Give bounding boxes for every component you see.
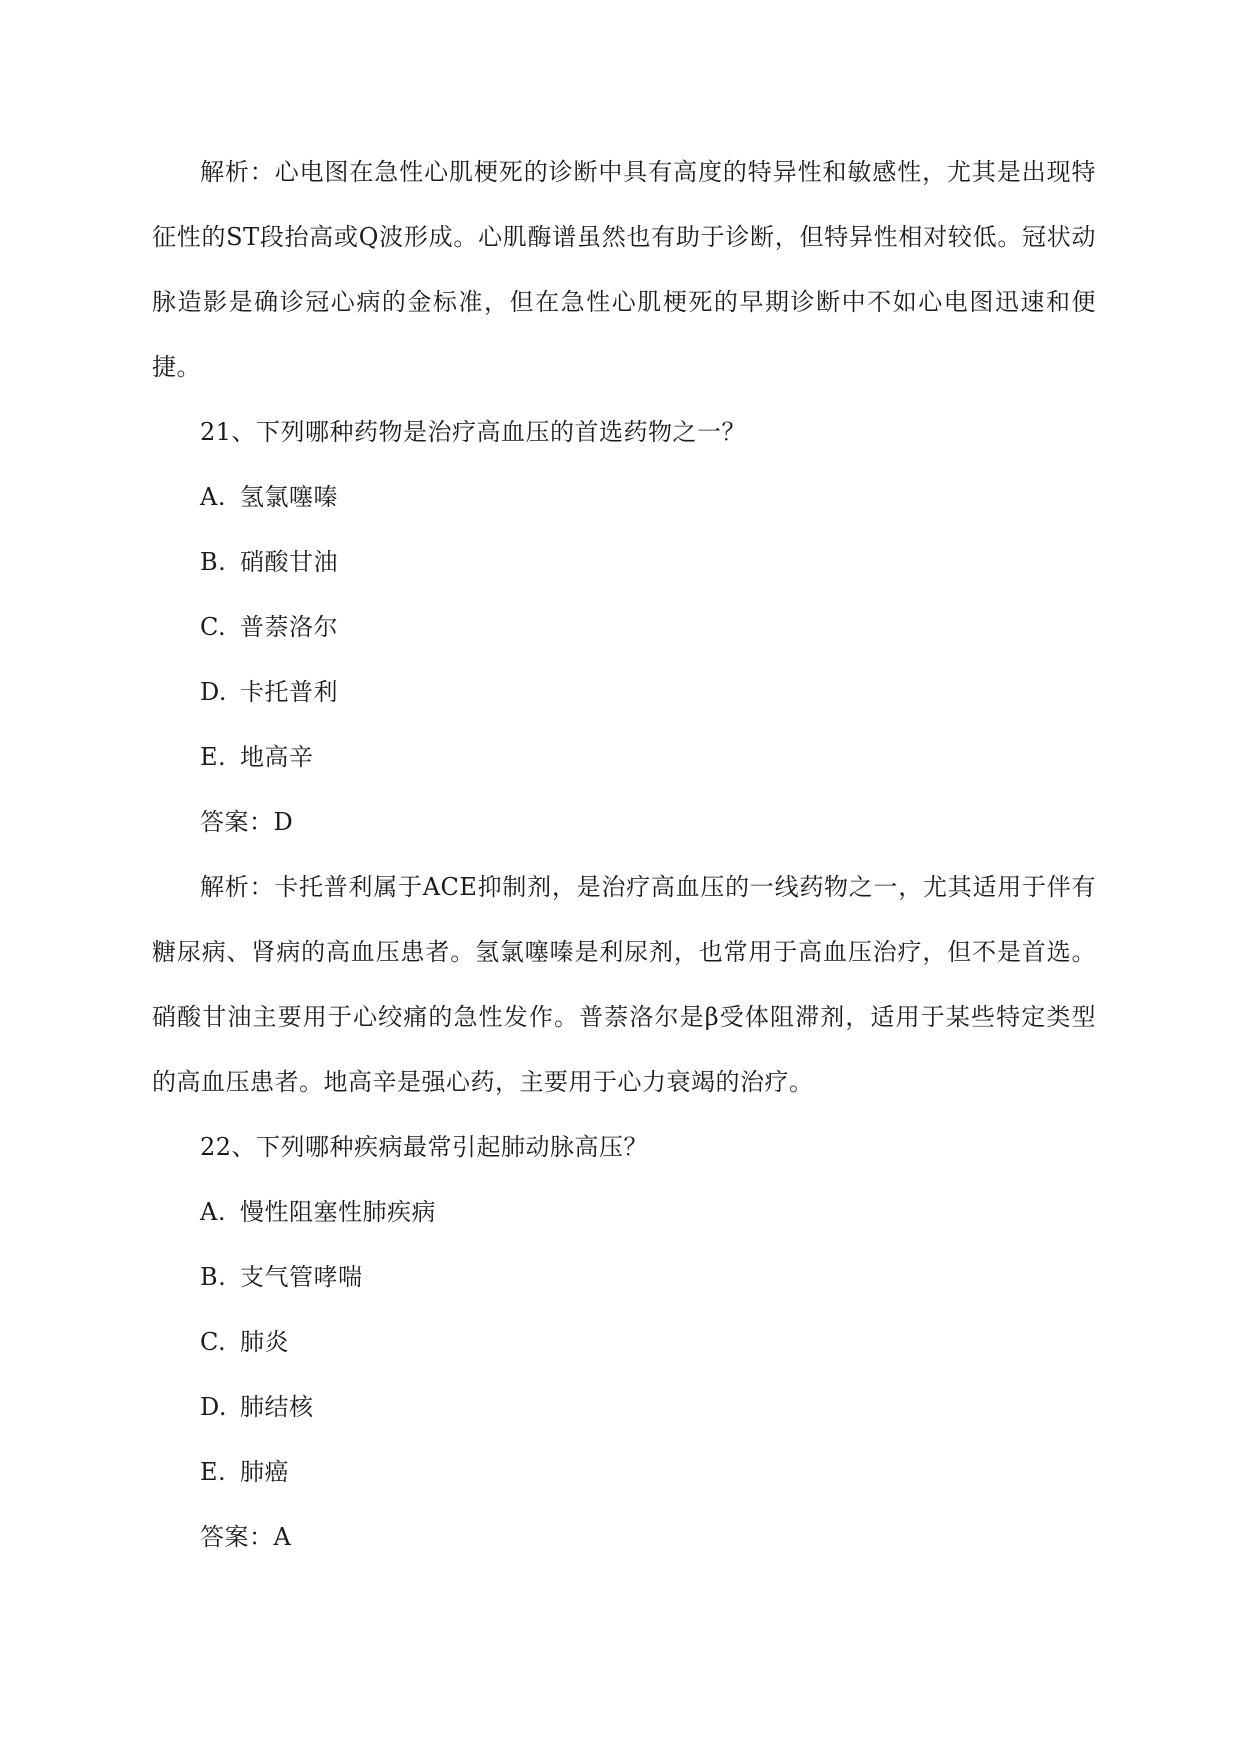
q22-option-e xyxy=(152,1440,1096,1505)
option-text: 硝酸甘油 xyxy=(240,548,338,576)
q22-question: 22、下列哪种疾病最常引起肺动脉高压？ xyxy=(200,1133,649,1161)
option-letter: C. xyxy=(200,1328,227,1356)
q21-option-e xyxy=(152,725,1096,790)
option-text: 慢性阻塞性肺疾病 xyxy=(240,1198,436,1226)
q21-option-d xyxy=(152,660,1096,725)
q21-answer: 答案：D xyxy=(200,808,294,836)
q21-question: 21、下列哪种药物是治疗高血压的首选药物之一？ xyxy=(200,418,747,446)
q22-option-b xyxy=(152,1245,1096,1310)
option-letter: B. xyxy=(200,1263,227,1291)
option-text: 支气管哮喘 xyxy=(240,1263,363,1291)
q21-option-c xyxy=(152,595,1096,660)
option-letter: C. xyxy=(200,613,227,641)
option-letter: D. xyxy=(200,678,228,706)
q21-option-b xyxy=(152,530,1096,595)
document-content xyxy=(152,140,1096,1570)
option-text: 肺癌 xyxy=(240,1458,289,1486)
option-text: 肺炎 xyxy=(240,1328,289,1356)
option-text: 地高辛 xyxy=(240,743,314,771)
option-letter: B. xyxy=(200,548,227,576)
option-letter: D. xyxy=(200,1393,228,1421)
q21-option-a xyxy=(152,465,1096,530)
q22-option-a xyxy=(152,1180,1096,1245)
option-text: 氢氯噻嗪 xyxy=(240,483,338,511)
q22-option-d xyxy=(152,1375,1096,1440)
option-letter: A. xyxy=(200,483,226,511)
q22-answer: 答案：A xyxy=(200,1523,292,1551)
q20-explanation: 解析：心电图在急性心肌梗死的诊断中具有高度的特异性和敏感性，尤其是出现特征性的ST段抬高或Q波形成。心肌酶谱虽然也有助于诊断，但特异性相对较低。冠状动脉造影是确诊冠心病的金标准，但在急性心肌梗死的早期诊断中不如心电图迅速和便捷。 xyxy=(152,158,1096,381)
option-text: 普萘洛尔 xyxy=(240,613,338,641)
option-letter: E. xyxy=(200,743,227,771)
option-text: 肺结核 xyxy=(240,1393,314,1421)
option-letter: E. xyxy=(200,1458,227,1486)
option-letter: A. xyxy=(200,1198,226,1226)
q22-option-c xyxy=(152,1310,1096,1375)
option-text: 卡托普利 xyxy=(240,678,338,706)
q21-explanation: 解析：卡托普利属于ACE抑制剂，是治疗高血压的一线药物之一，尤其适用于伴有糖尿病、肾病的高血压患者。氢氯噻嗪是利尿剂，也常用于高血压治疗，但不是首选。硝酸甘油主要用于心绞痛的急性发作。普萘洛尔是β受体阻滞剂，适用于某些特定类型的高血压患者。地高辛是强心药，主要用于心力衰竭的治疗。 xyxy=(152,873,1096,1096)
